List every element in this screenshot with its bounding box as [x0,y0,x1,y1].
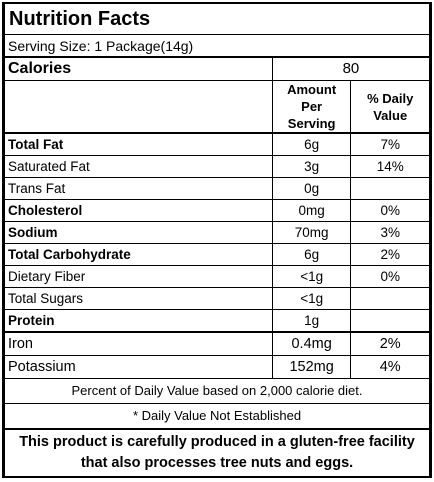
nutrient-row-dietary-fiber [5,266,430,288]
nutrient-dv: 2% [351,244,430,266]
calories-value: 80 [272,57,429,81]
nutrient-row-saturated-fat [5,156,430,178]
nutrient-name: Saturated Fat [5,156,273,178]
nutrient-name: Protein [5,310,273,333]
header-percent-daily-value: % Daily Value [351,81,430,134]
nutrient-row-total-carbohydrate [5,244,430,266]
nutrient-row-protein [5,310,430,333]
nutrient-name: Total Carbohydrate [5,244,273,266]
nutrient-amount: 6g [272,133,351,156]
nutrition-table [4,4,430,477]
nutrient-name: Dietary Fiber [5,266,273,288]
nutrient-amount: <1g [272,266,351,288]
nutrient-dv [351,310,430,333]
nutrient-row-total-sugars [5,288,430,310]
nutrient-dv: 0% [351,200,430,222]
mineral-amount: 0.4mg [272,332,351,356]
nutrition-facts-label [2,2,432,478]
nutrient-dv: 3% [351,222,430,244]
dv-not-established-note: * Daily Value Not Established [5,404,430,430]
header-amount-per-serving: Amount Per Serving [272,81,351,134]
nutrient-row-sodium [5,222,430,244]
nutrient-amount: 0mg [272,200,351,222]
mineral-name: Iron [5,332,273,356]
nutrient-row-trans-fat [5,178,430,200]
nutrient-amount: 6g [272,244,351,266]
nutrient-amount: 0g [272,178,351,200]
nutrient-dv: 0% [351,266,430,288]
nutrient-dv [351,288,430,310]
serving-size: Serving Size: 1 Package(14g) [5,35,430,58]
nutrient-name: Cholesterol [5,200,273,222]
mineral-name: Potassium [5,356,273,379]
label-title: Nutrition Facts [5,4,430,35]
nutrient-dv: 14% [351,156,430,178]
nutrient-amount: 3g [272,156,351,178]
nutrient-amount: <1g [272,288,351,310]
mineral-dv: 4% [351,356,430,379]
mineral-row-iron [5,332,430,356]
nutrient-name: Sodium [5,222,273,244]
nutrient-name: Total Fat [5,133,273,156]
nutrient-dv: 7% [351,133,430,156]
nutrient-row-total-fat [5,133,430,156]
mineral-amount: 152mg [272,356,351,379]
mineral-row-potassium [5,356,430,379]
mineral-dv: 2% [351,332,430,356]
nutrient-amount: 1g [272,310,351,333]
nutrient-amount: 70mg [272,222,351,244]
nutrient-dv [351,178,430,200]
nutrient-row-cholesterol [5,200,430,222]
calories-label: Calories [5,57,273,81]
allergen-statement: This product is carefully produced in a gluten-free facility that also processes tree nuts and eggs. [5,429,430,477]
header-blank [5,81,273,134]
nutrient-name: Total Sugars [5,288,273,310]
percent-dv-note: Percent of Daily Value based on 2,000 calorie diet. [5,379,430,404]
nutrient-name: Trans Fat [5,178,273,200]
